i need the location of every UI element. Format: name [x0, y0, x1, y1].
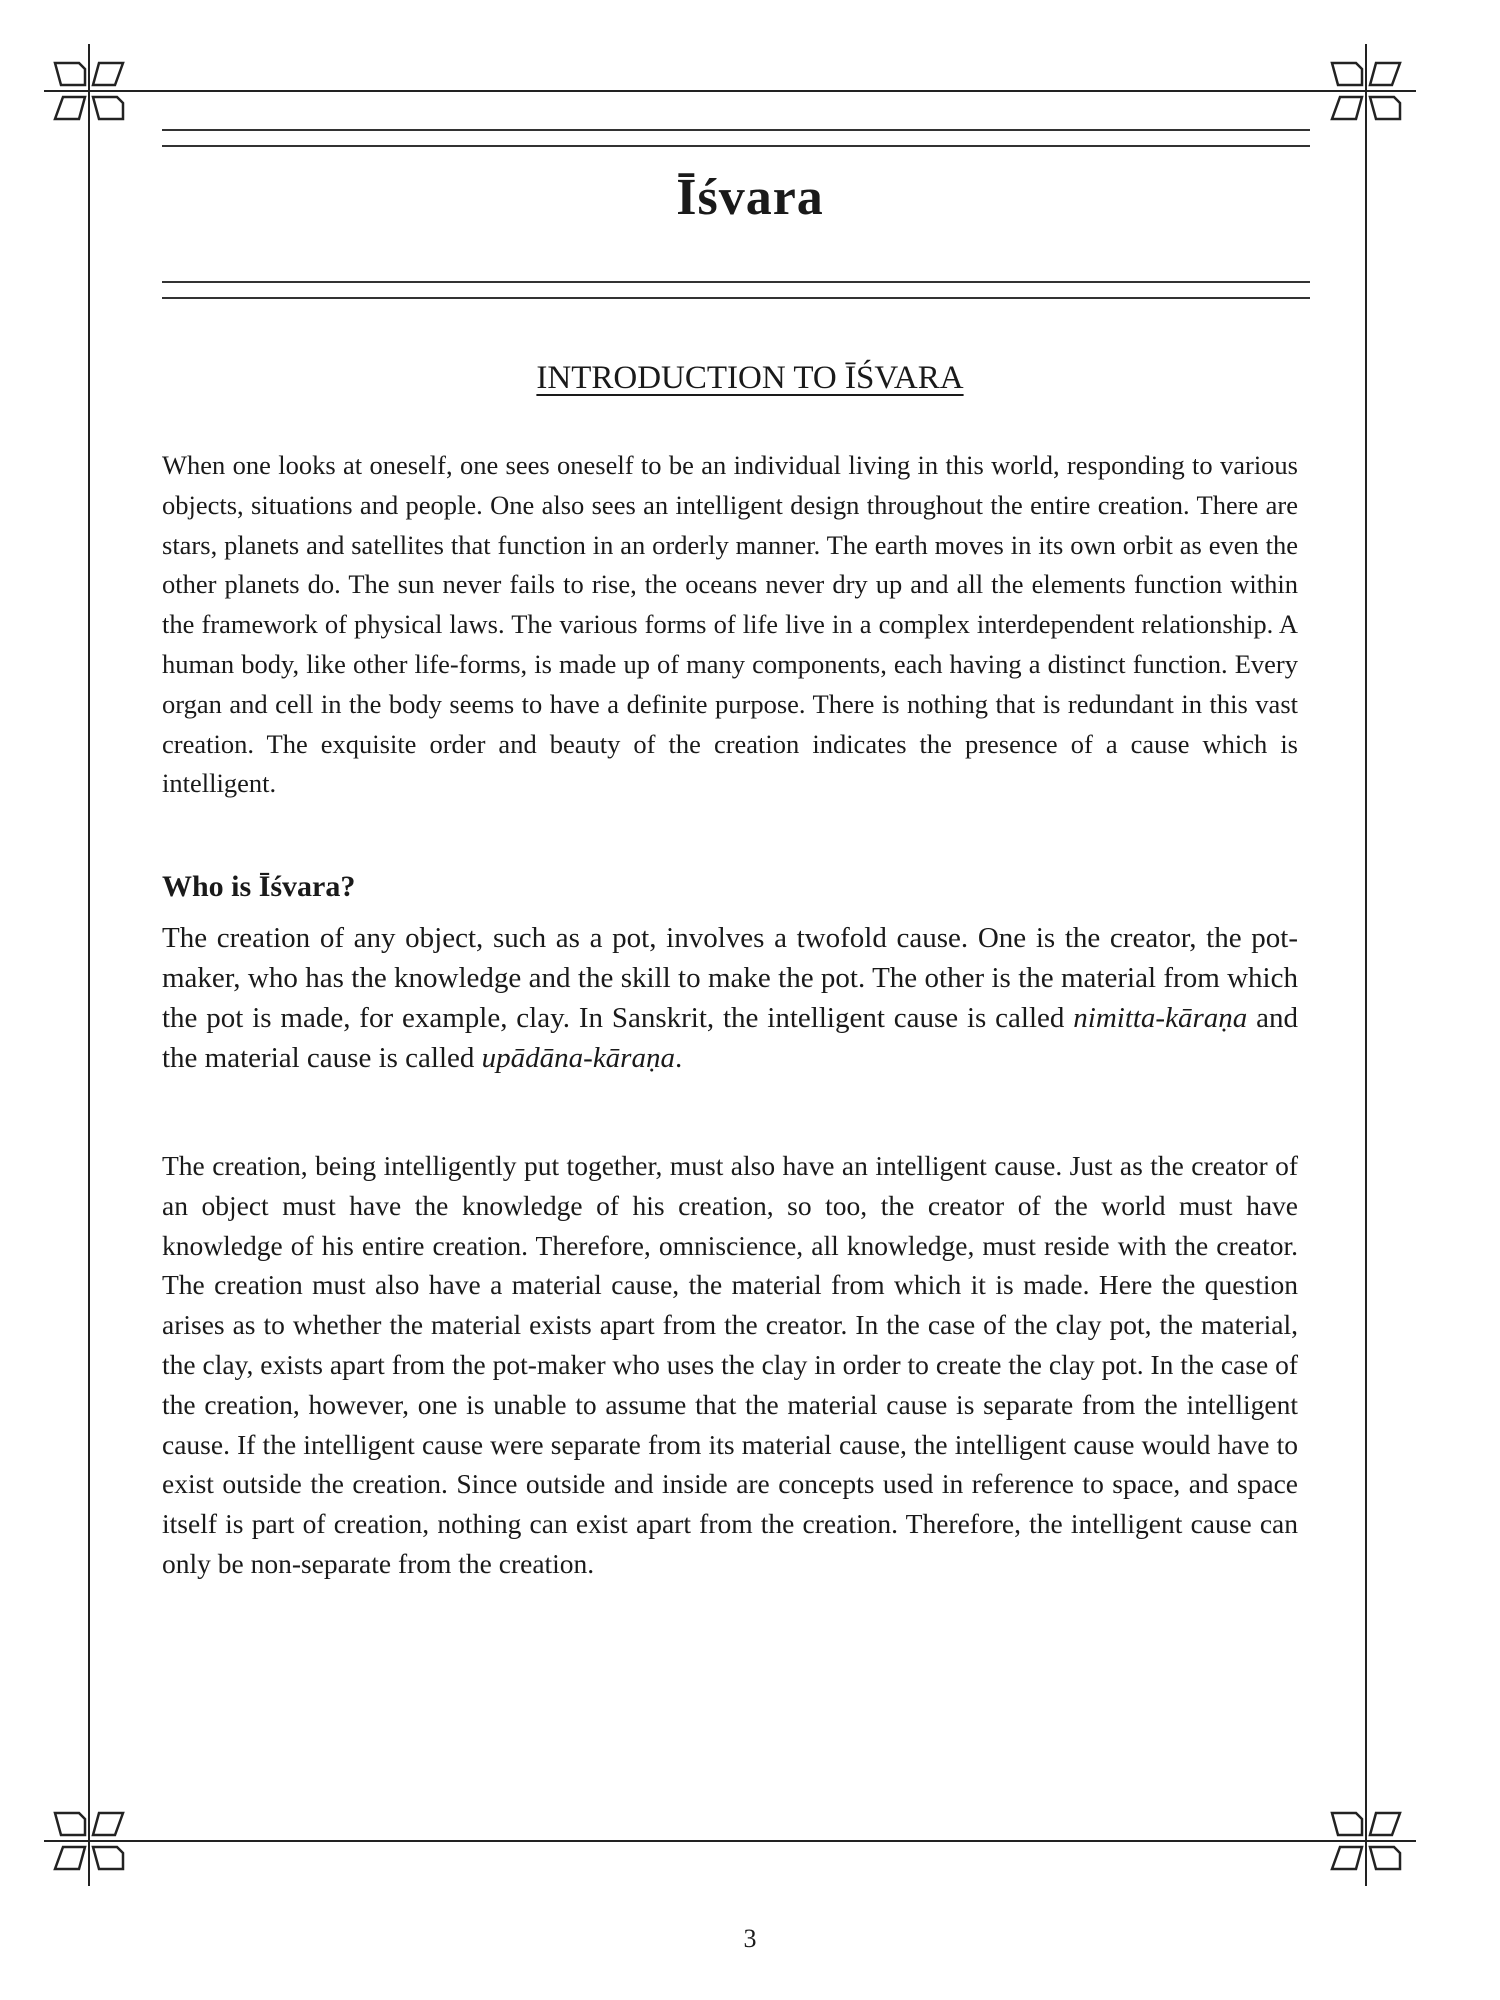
page-number: 3	[743, 1924, 757, 1953]
cause-paragraph-text-2: and the material cause is called	[162, 1002, 1298, 1074]
cause-paragraph-text-1: The creation of any object, such as a pot, involves a twofold cause. One is the creator, the pot-maker, who has the knowledge and the skill to make the pot. The other is the material from which the pot is made, for example, clay. In Sanskrit, the intelligent cause is called	[162, 922, 1298, 1034]
corner-ornament-bottom-left	[51, 1803, 127, 1879]
frame-bottom-line	[44, 1840, 1416, 1842]
corner-ornament-bottom-right	[1328, 1803, 1404, 1879]
frame-top-line	[44, 90, 1416, 92]
title-rule-top-1	[162, 129, 1310, 131]
subheading: Who is Īśvara?	[162, 870, 356, 903]
page-title: Īśvara	[676, 169, 824, 226]
sanskrit-term-nimitta: nimitta-kāraṇa	[1073, 1002, 1248, 1034]
frame-right-line	[1365, 44, 1367, 1886]
corner-ornament-top-right	[1328, 53, 1404, 129]
cause-paragraph-text-3: .	[674, 1042, 683, 1074]
corner-ornament-top-left	[51, 53, 127, 129]
title-rule-bottom-2	[162, 297, 1310, 299]
title-rule-bottom-1	[162, 281, 1310, 283]
title-rule-top-2	[162, 145, 1310, 147]
cause-paragraph	[162, 918, 1298, 1078]
sanskrit-term-upadana: upādāna-kāraṇa	[481, 1042, 675, 1074]
frame-left-line	[88, 44, 90, 1886]
intro-paragraph: When one looks at oneself, one sees oneself to be an individual living in this world, responding to various objects, situations and people. One also sees an intelligent design throughout the entire creation. There are stars, planets and satellites that function in an orderly manner. The earth moves in its own orbit as even the other planets do. The sun never fails to rise, the oceans never dry up and all the elements function within the framework of physical laws. The various forms of life live in a complex interdependent relationship. A human body, like other life-forms, is made up of many components, each having a distinct function. Every organ and cell in the body seems to have a definite purpose. There is nothing that is redundant in this vast creation. The exquisite order and beauty of the creation indicates the presence of a cause which is intelligent.	[162, 450, 1298, 799]
section-heading	[0, 360, 1500, 397]
creation-paragraph: The creation, being intelligently put together, must also have an intelligent cause. Just as the creator of an object must have the knowledge of his creation, so too, the creator of the world must have knowledge of his entire creation. Therefore, omniscience, all knowledge, must reside with the creator. The creation must also have a material cause, the material from which it is made. Here the question arises as to whether the material exists apart from the creator. In the case of the clay pot, the material, the clay, exists apart from the pot-maker who uses the clay in order to create the clay pot. In the case of the creation, however, one is unable to assume that the material cause is separate from the intelligent cause. If the intelligent cause were separate from its material cause, the intelligent cause would have to exist outside the creation. Since outside and inside are concepts used in reference to space, and space itself is part of creation, nothing can exist apart from the creation. Therefore, the intelligent cause can only be non-separate from the creation.	[162, 1150, 1298, 1579]
section-heading-text: INTRODUCTION TO ĪŚVARA	[536, 360, 964, 396]
